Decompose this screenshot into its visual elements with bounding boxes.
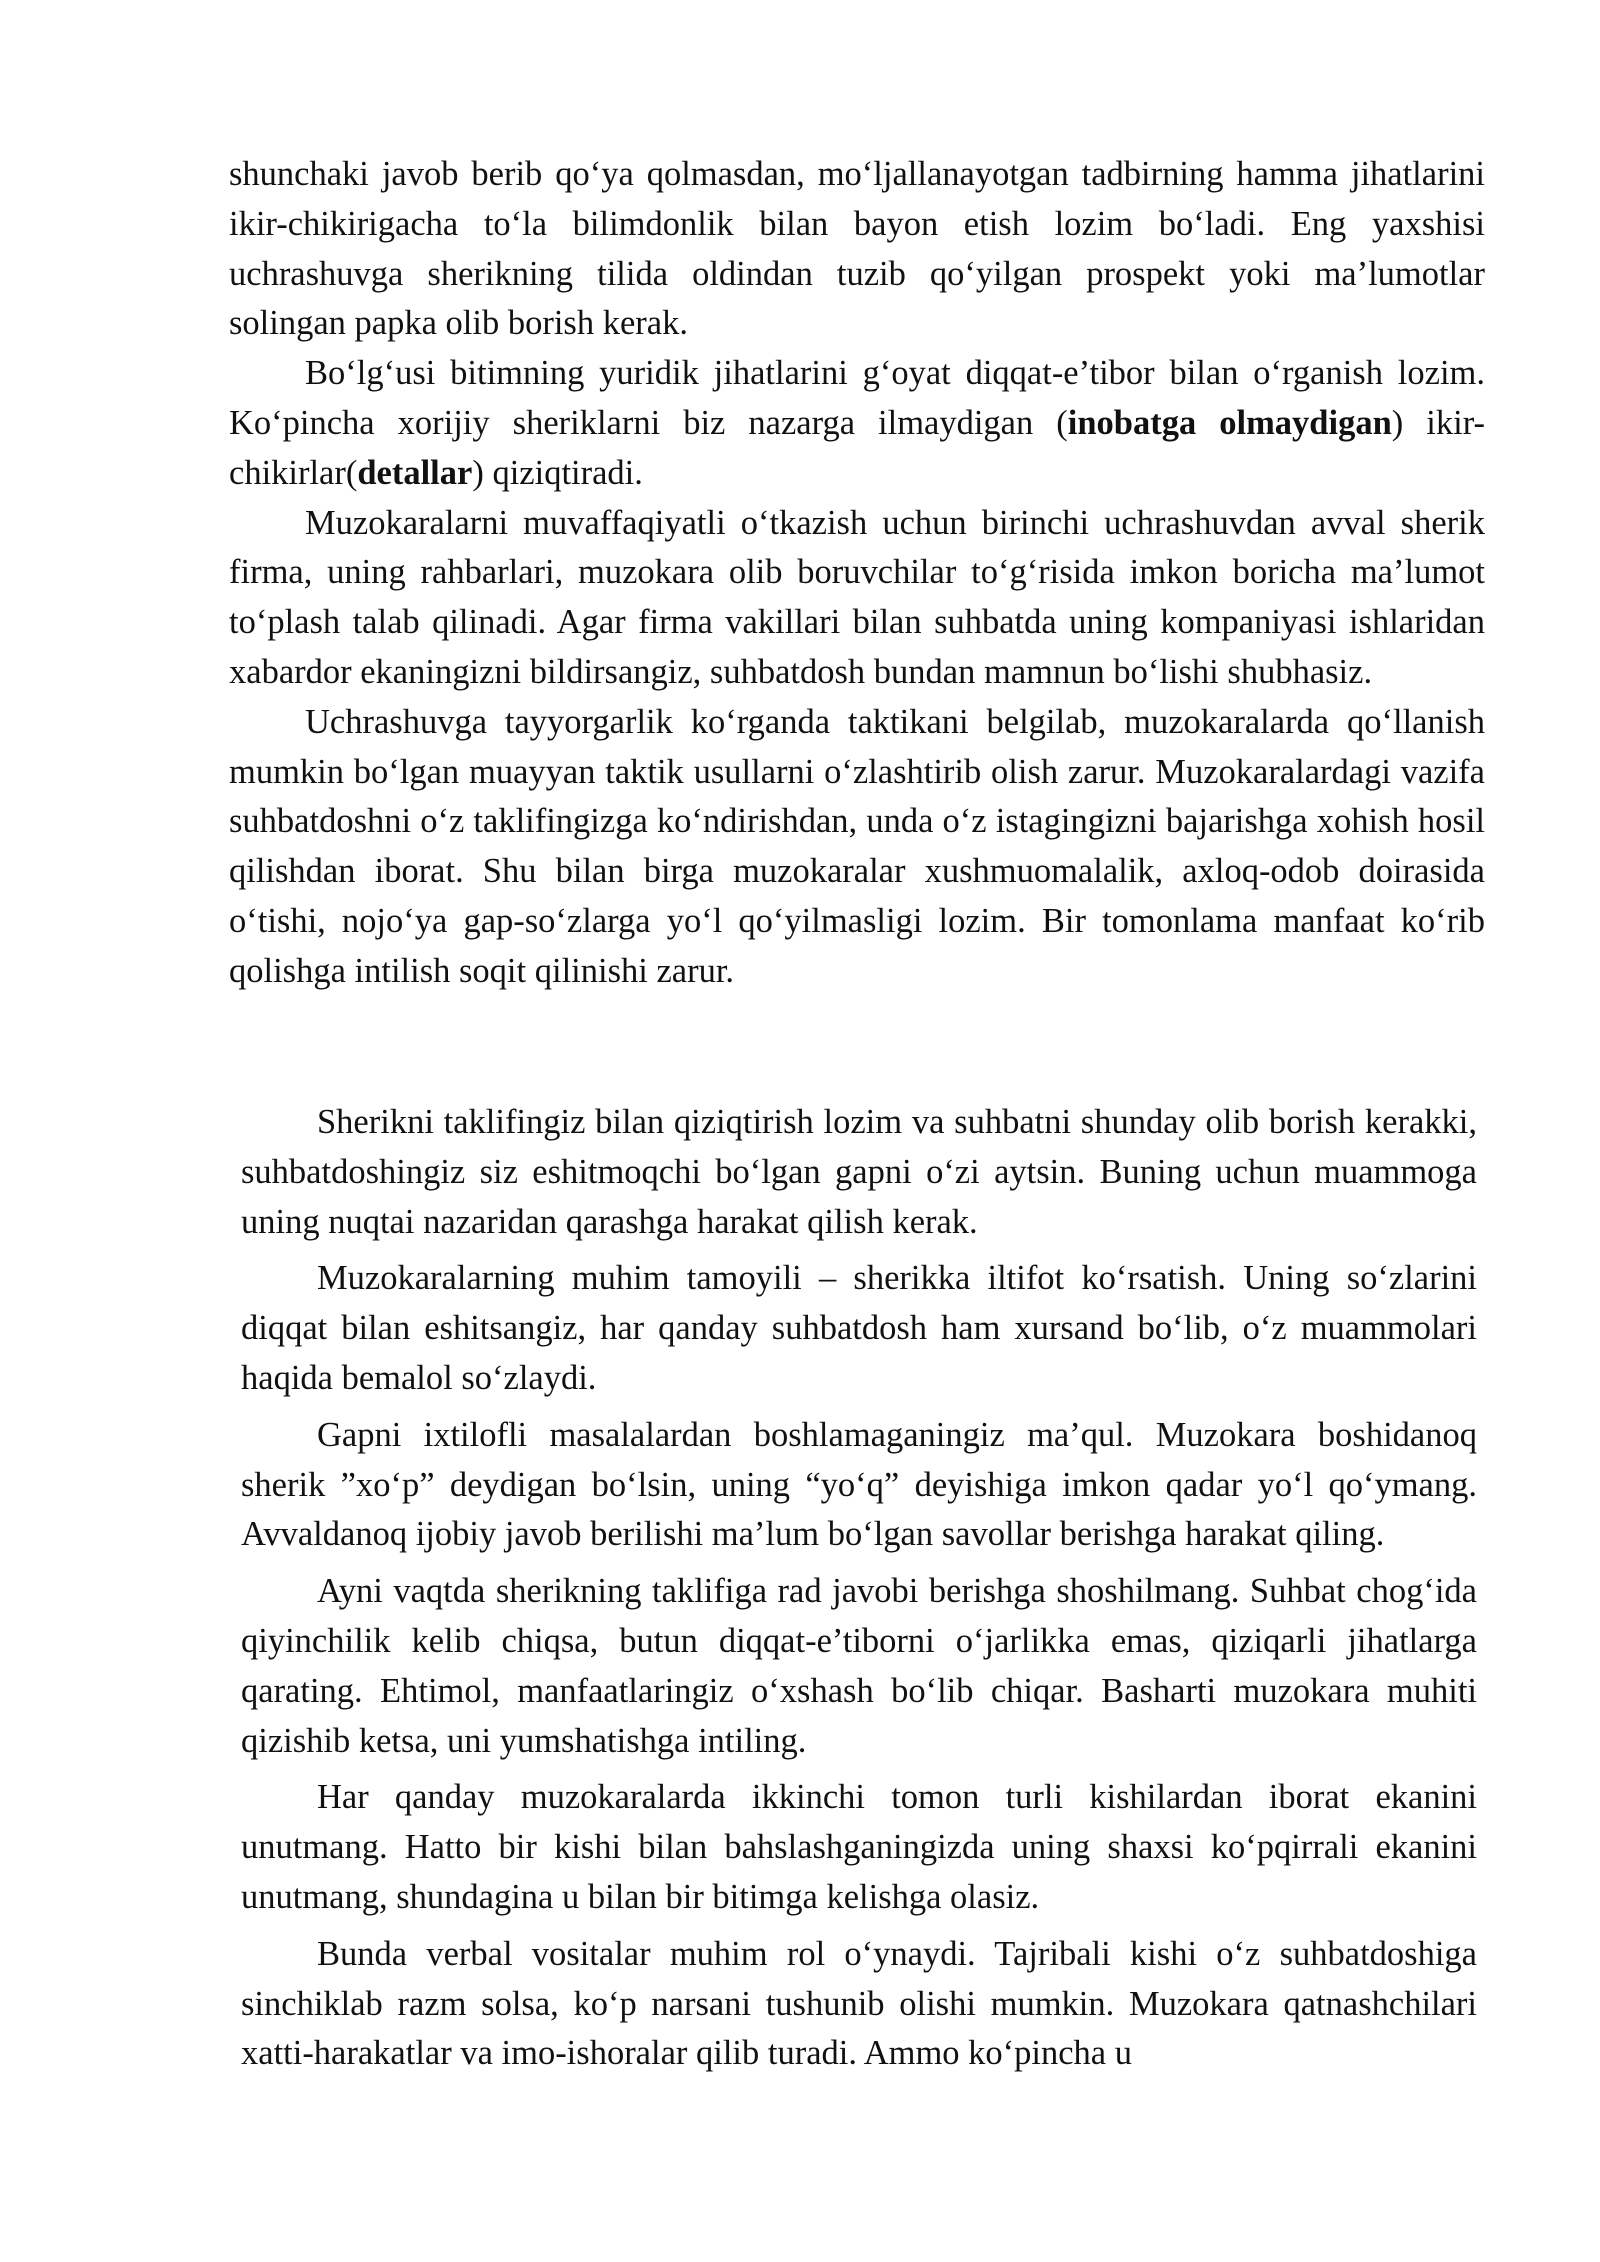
bold-term: inobatga olmaydigan — [1067, 403, 1392, 442]
paragraph: shunchaki javob berib qo‘ya qolmasdan, mo‘ljallanayotgan tadbirning hamma jihatlarini ikir-chikirigacha to‘la bilimdonlik bilan bayon etish lozim bo‘ladi. Eng yaxshisi uchrashuvga sherikning tilida oldindan tuzib qo‘yilgan prospekt yoki ma’lumotlar solingan papka olib borish kerak. — [229, 155, 1485, 343]
paragraph: Sherikni taklifingiz bilan qiziqtirish lozim va suhbatni shunday olib borish kerakki, suhbatdoshingiz siz eshitmoqchi bo‘lgan gapni o‘zi aytsin. Buning uchun muammoga uning nuqtai nazaridan qarashga harakat qilish kerak. — [241, 1103, 1477, 1241]
paragraph: Bunda verbal vositalar muhim rol o‘ynaydi. Tajribali kishi o‘z suhbatdoshiga sinchiklab razm solsa, ko‘p narsani tushunib olishi mumkin. Muzokara qatnashchilari xatti-harakatlar va imo-ishoralar qilib turadi. Ammo ko‘pincha u — [241, 1934, 1477, 2073]
paragraph: Ayni vaqtda sherikning taklifiga rad javobi berishga shoshilmang. Suhbat chog‘ida qiyinchilik kelib chiqsa, butun diqqat-e’tiborni o‘jarlikka emas, qiziqarli jihatlarga qarating. Ehtimol, manfaatlaringiz o‘xshash bo‘lib chiqar. Basharti muzokara muhiti qizishib ketsa, uni yumshatishga intiling. — [241, 1572, 1477, 1760]
paragraph — [229, 349, 1485, 498]
bold-term: detallar — [357, 453, 473, 492]
paragraph-text: Bo‘lg‘usi bitimning yuridik jihatlarini g‘oyat diqqat-e’tibor bilan o‘rganish lozim. Ko‘pincha xorijiy sheriklarni biz nazarga ilmaydigan ( — [229, 354, 1485, 442]
paragraph: Muzokaralarni muvaffaqiyatli o‘tkazish uchun birinchi uchrashuvdan avval sherik firma, uning rahbarlari, muzokara olib boruvchilar to‘g‘risida imkon boricha ma’lumot to‘plash talab qilinadi. Agar firma vakillari bilan suhbatda uning kompaniyasi ishlaridan xabardor ekaningizni bildirsangiz, suhbatdosh bundan mamnun bo‘lishi shubhasiz. — [229, 503, 1485, 691]
paragraph: Muzokaralarning muhim tamoyili – sherikka iltifot ko‘rsatish. Uning so‘zlarini diqqat bilan eshitsangiz, har qanday suhbatdosh ham xursand bo‘lib, o‘z muammolari haqida bemalol so‘zlaydi. — [241, 1259, 1477, 1397]
text-block-lower — [241, 1098, 1477, 2086]
paragraph: Gapni ixtilofli masalalardan boshlamaganingiz ma’qul. Muzokara boshidanoq sherik ”xo‘p” deydigan bo‘lsin, uning “yo‘q” deyishiga imkon qadar yo‘l qo‘ymang. Avvaldanoq ijobiy javob berilishi ma’lum bo‘lgan savollar berishga harakat qiling. — [241, 1415, 1477, 1554]
paragraph-text: ) qiziqtiradi. — [472, 453, 643, 492]
paragraph-text: ) ikir-chikirlar( — [229, 403, 1486, 492]
text-block-upper — [229, 150, 1485, 997]
paragraph: Har qanday muzokaralarda ikkinchi tomon turli kishilardan iborat ekanini unutmang. Hatto bir kishi bilan bahslashganingizda uning shaxsi ko‘pqirrali ekanini unutmang, shundagina u bilan bir bitimga kelishga olasiz. — [241, 1778, 1477, 1916]
paragraph: Uchrashuvga tayyorgarlik ko‘rganda taktikani belgilab, muzokaralarda qo‘llanish mumkin bo‘lgan muayyan taktik usullarni o‘zlashtirib olish zarur. Muzokaralardagi vazifa suhbatdoshni o‘z taklifingizga ko‘ndirishdan, unda o‘z istagingizni bajarishga xohish hosil qilishdan iborat. Shu bilan birga muzokaralar xushmuomalalik, axloq-odob doirasida o‘tishi, nojo‘ya gap-so‘zlarga yo‘l qo‘yilmasligi lozim. Bir tomonlama manfaat ko‘rib qolishga intilish soqit qilinishi zarur. — [229, 702, 1485, 990]
